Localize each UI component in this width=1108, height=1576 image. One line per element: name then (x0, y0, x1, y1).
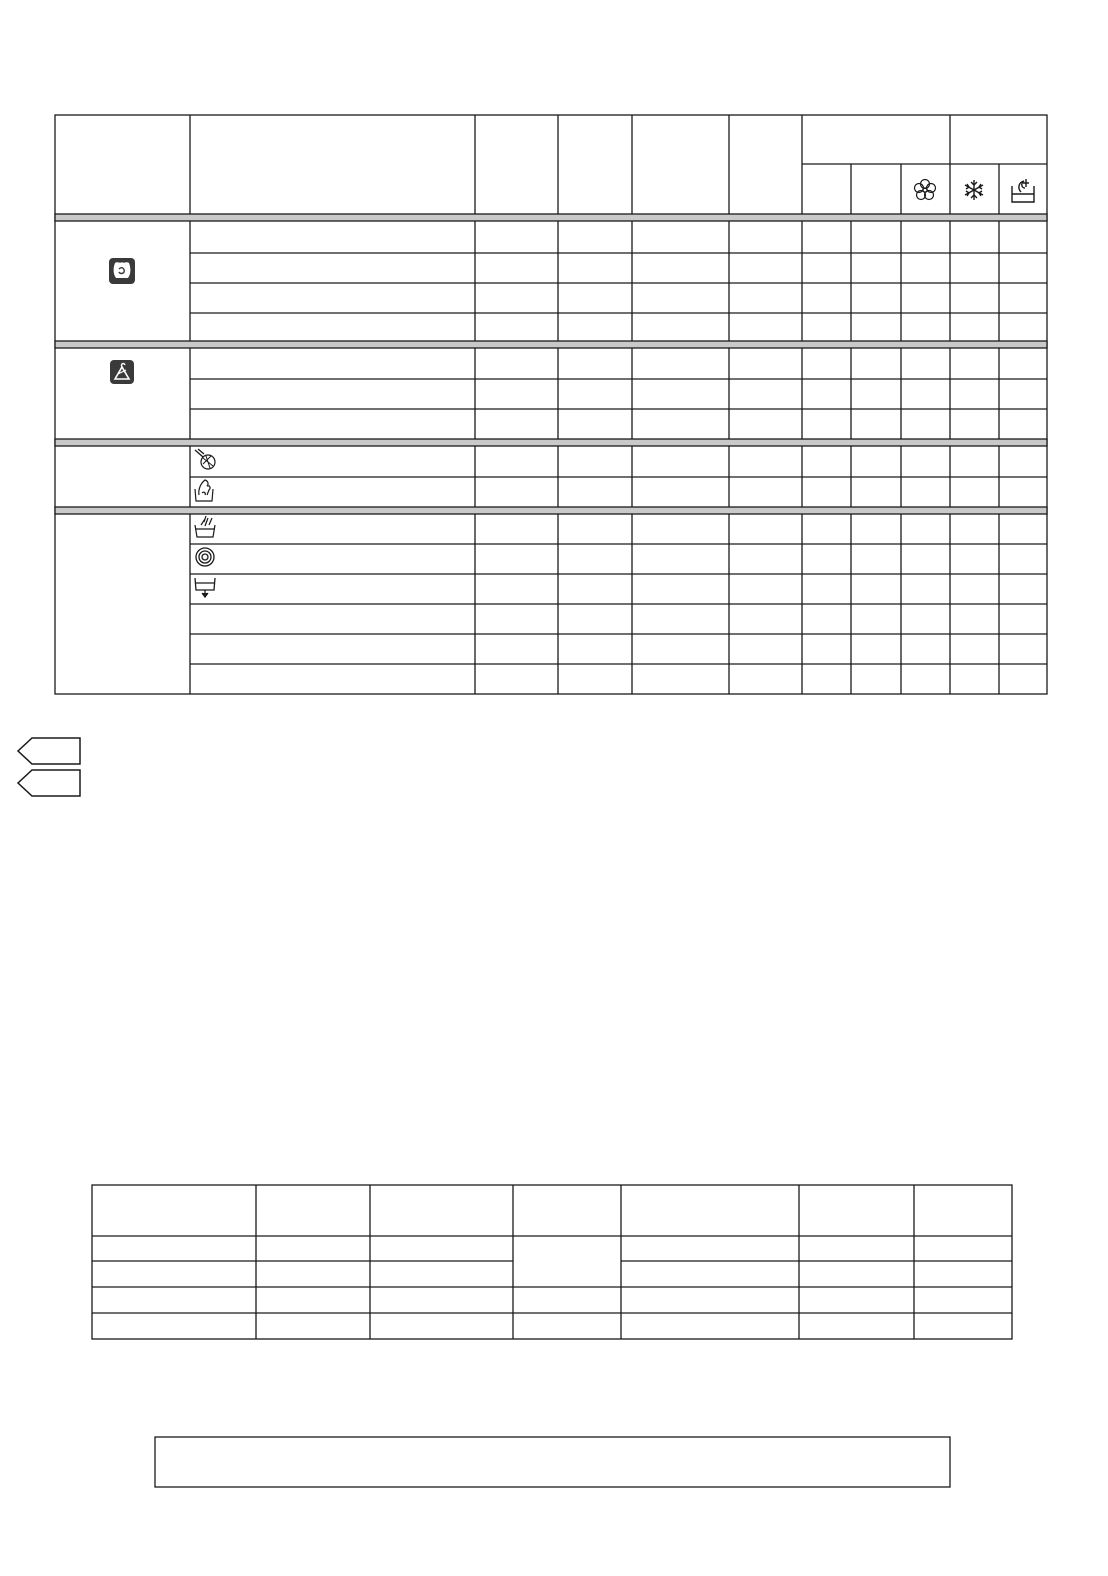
hand-wash-icon (195, 480, 213, 501)
basin-softener-icon (1012, 179, 1034, 202)
data-table (92, 1185, 1012, 1339)
group-separator (55, 439, 1047, 446)
group-separator (55, 214, 1047, 221)
flower-icon (915, 180, 936, 200)
spin-icon (196, 548, 214, 566)
wool-yarn-icon (195, 449, 215, 469)
data-table-border (92, 1185, 1012, 1339)
header-grid (190, 115, 1047, 694)
tab-marker-icon (18, 738, 80, 764)
program-table (55, 115, 1047, 694)
program-rows (190, 253, 1047, 664)
group-separator (55, 507, 1047, 514)
synthetic-hanger-icon (110, 360, 134, 384)
program-table-border (55, 115, 1047, 694)
cotton-shirt-icon (109, 258, 135, 284)
drain-icon (195, 578, 215, 597)
group-separator (55, 341, 1047, 348)
side-tabs (18, 738, 80, 796)
note-box (155, 1437, 950, 1487)
rinse-icon (195, 516, 215, 537)
tab-marker-icon (18, 770, 80, 796)
group-separators (55, 214, 1047, 514)
snowflake-icon (965, 180, 983, 200)
